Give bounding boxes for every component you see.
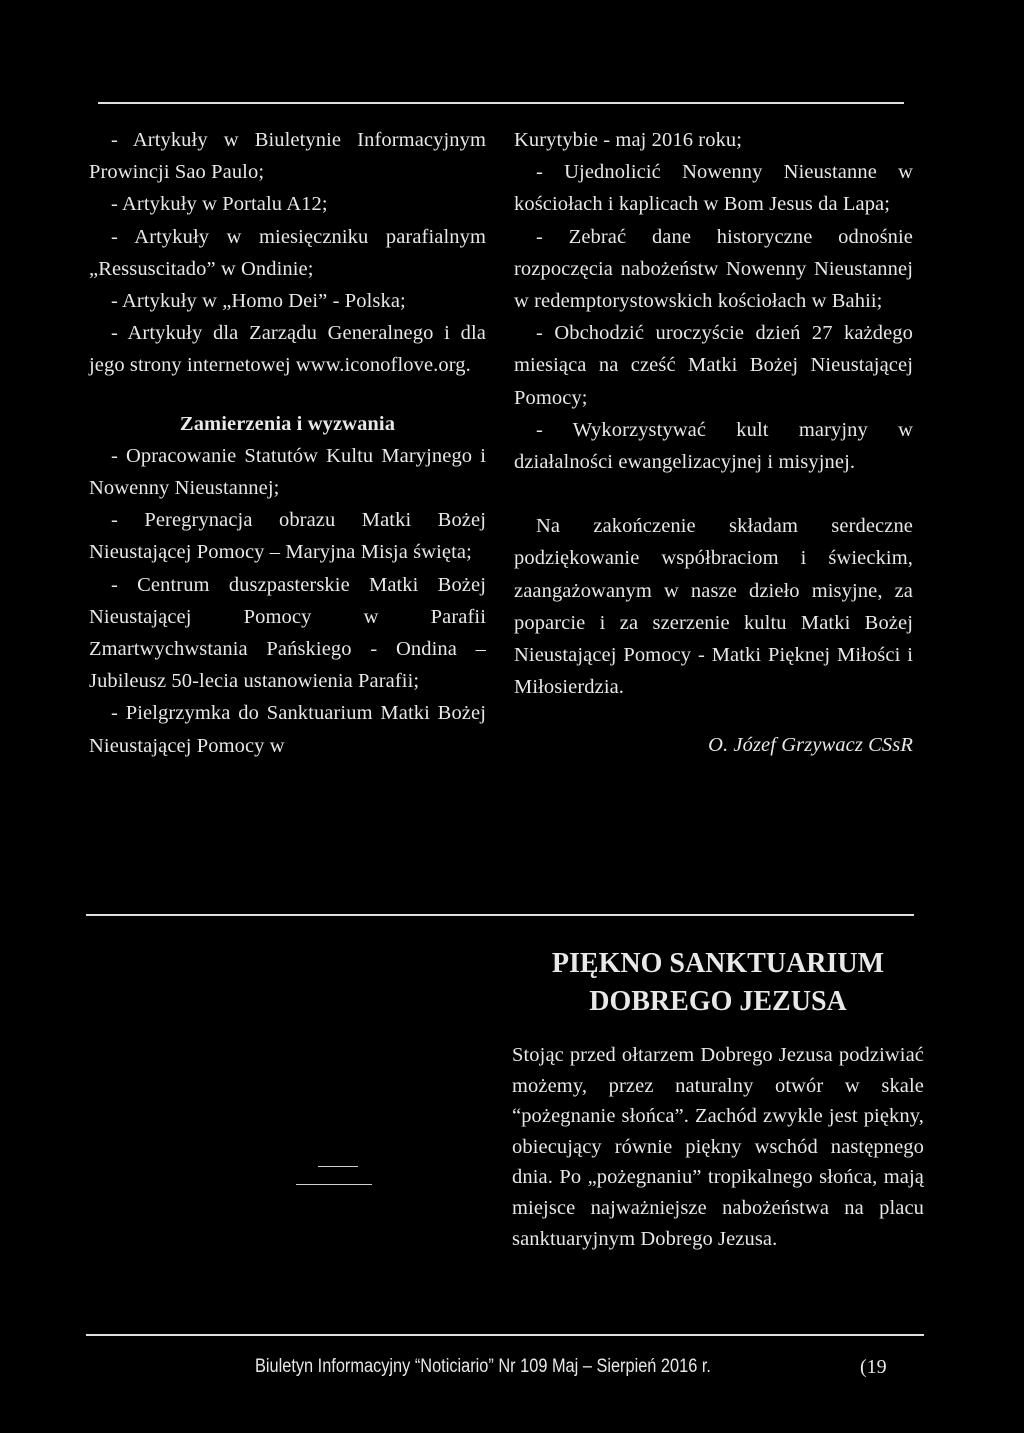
signature: O. Józef Grzywacz CSsR [708, 734, 913, 757]
scan-mark [296, 1184, 372, 1185]
right-item: Kurytybie - maj 2016 roku; [514, 129, 743, 151]
left-item: - Pielgrzymka do Sanktuarium Matki Bożej Nieustającej Pomocy w [89, 702, 486, 757]
section-rule [86, 914, 914, 916]
article-title [512, 945, 924, 1021]
left-paragraph: - Artykuły w Biuletynie Informacyjnym Prowincji Sao Paulo; [89, 129, 486, 184]
right-item: - Ujednolicić Nowenny Nieustanne w kościołach i kaplicach w Bom Jesus da Lapa; [514, 161, 913, 216]
article-body: Stojąc przed ołtarzem Dobrego Jezusa podziwiać możemy, przez naturalny otwór w skale “pożegnanie słońca”. Zachód zwykle jest piękny, obiecujący równie piękny wschód następnego dnia. Po „pożegnaniu” tropikalnego słońca, mają miejsce najważniejsze nabożeństwa na placu sanktuaryjnym Dobrego Jezusa. [512, 1044, 924, 1250]
right-item: - Wykorzystywać kult maryjny w działalności ewangelizacyjnej i misyjnej. [514, 418, 913, 474]
footer-rule [86, 1334, 924, 1336]
left-paragraph: - Artykuły w „Homo Dei” - Polska; [111, 290, 406, 313]
left-paragraph: - Artykuły dla Zarządu Generalnego i dla jego strony internetowej www.iconoflove.org. [89, 322, 486, 377]
right-column [514, 124, 913, 762]
top-rule [98, 102, 904, 104]
article-body-column [512, 1040, 924, 1254]
right-item: - Obchodzić uroczyście dzień 27 każdego miesiąca na cześć Matki Bożej Nieustającej Pomocy; [514, 322, 913, 409]
right-item: - Zebrać dane historyczne odnośnie rozpoczęcia nabożeństw Nowenny Nieustannej w redemptorystowskich kościołach w Bahii; [514, 225, 913, 313]
footer-text: Biuletyn Informacyjny “Noticiario” Nr 109 Maj – Sierpień 2016 r. [255, 1356, 711, 1377]
left-item: - Centrum duszpasterskie Matki Bożej Nieustającej Pomocy w Parafii Zmartwychwstania Pańskiego - Ondina – Jubileusz 50-lecia ustanowienia Parafii; [89, 573, 486, 693]
page-number: (19 [860, 1356, 887, 1378]
page-footer [0, 1352, 1024, 1382]
article-title-line: DOBREGO JEZUSA [589, 986, 847, 1017]
left-item: - Opracowanie Statutów Kultu Maryjnego i Nowenny Nieustannej; [89, 444, 486, 500]
left-paragraph: - Artykuły w Portalu A12; [111, 193, 328, 216]
section-heading: Zamierzenia i wyzwania [179, 412, 396, 435]
left-paragraph: - Artykuły w miesięczniku parafialnym „Ressuscitado” w Ondinie; [89, 225, 486, 280]
scan-mark [318, 1166, 358, 1167]
left-item: - Peregrynacja obrazu Matki Bożej Nieustającej Pomocy – Maryjna Misja święta; [89, 509, 486, 564]
left-column [89, 124, 486, 762]
closing-paragraph: Na zakończenie składam serdeczne podziękowanie współbraciom i świeckim, zaangażowanym w nasze dzieło misyjne, za poparcie i za szerzenie kultu Matki Bożej Nieustającej Pomocy - Matki Pięknej Miłości i Miłosierdzia. [514, 515, 913, 699]
article-title-line: PIĘKNO SANKTUARIUM [551, 948, 885, 979]
